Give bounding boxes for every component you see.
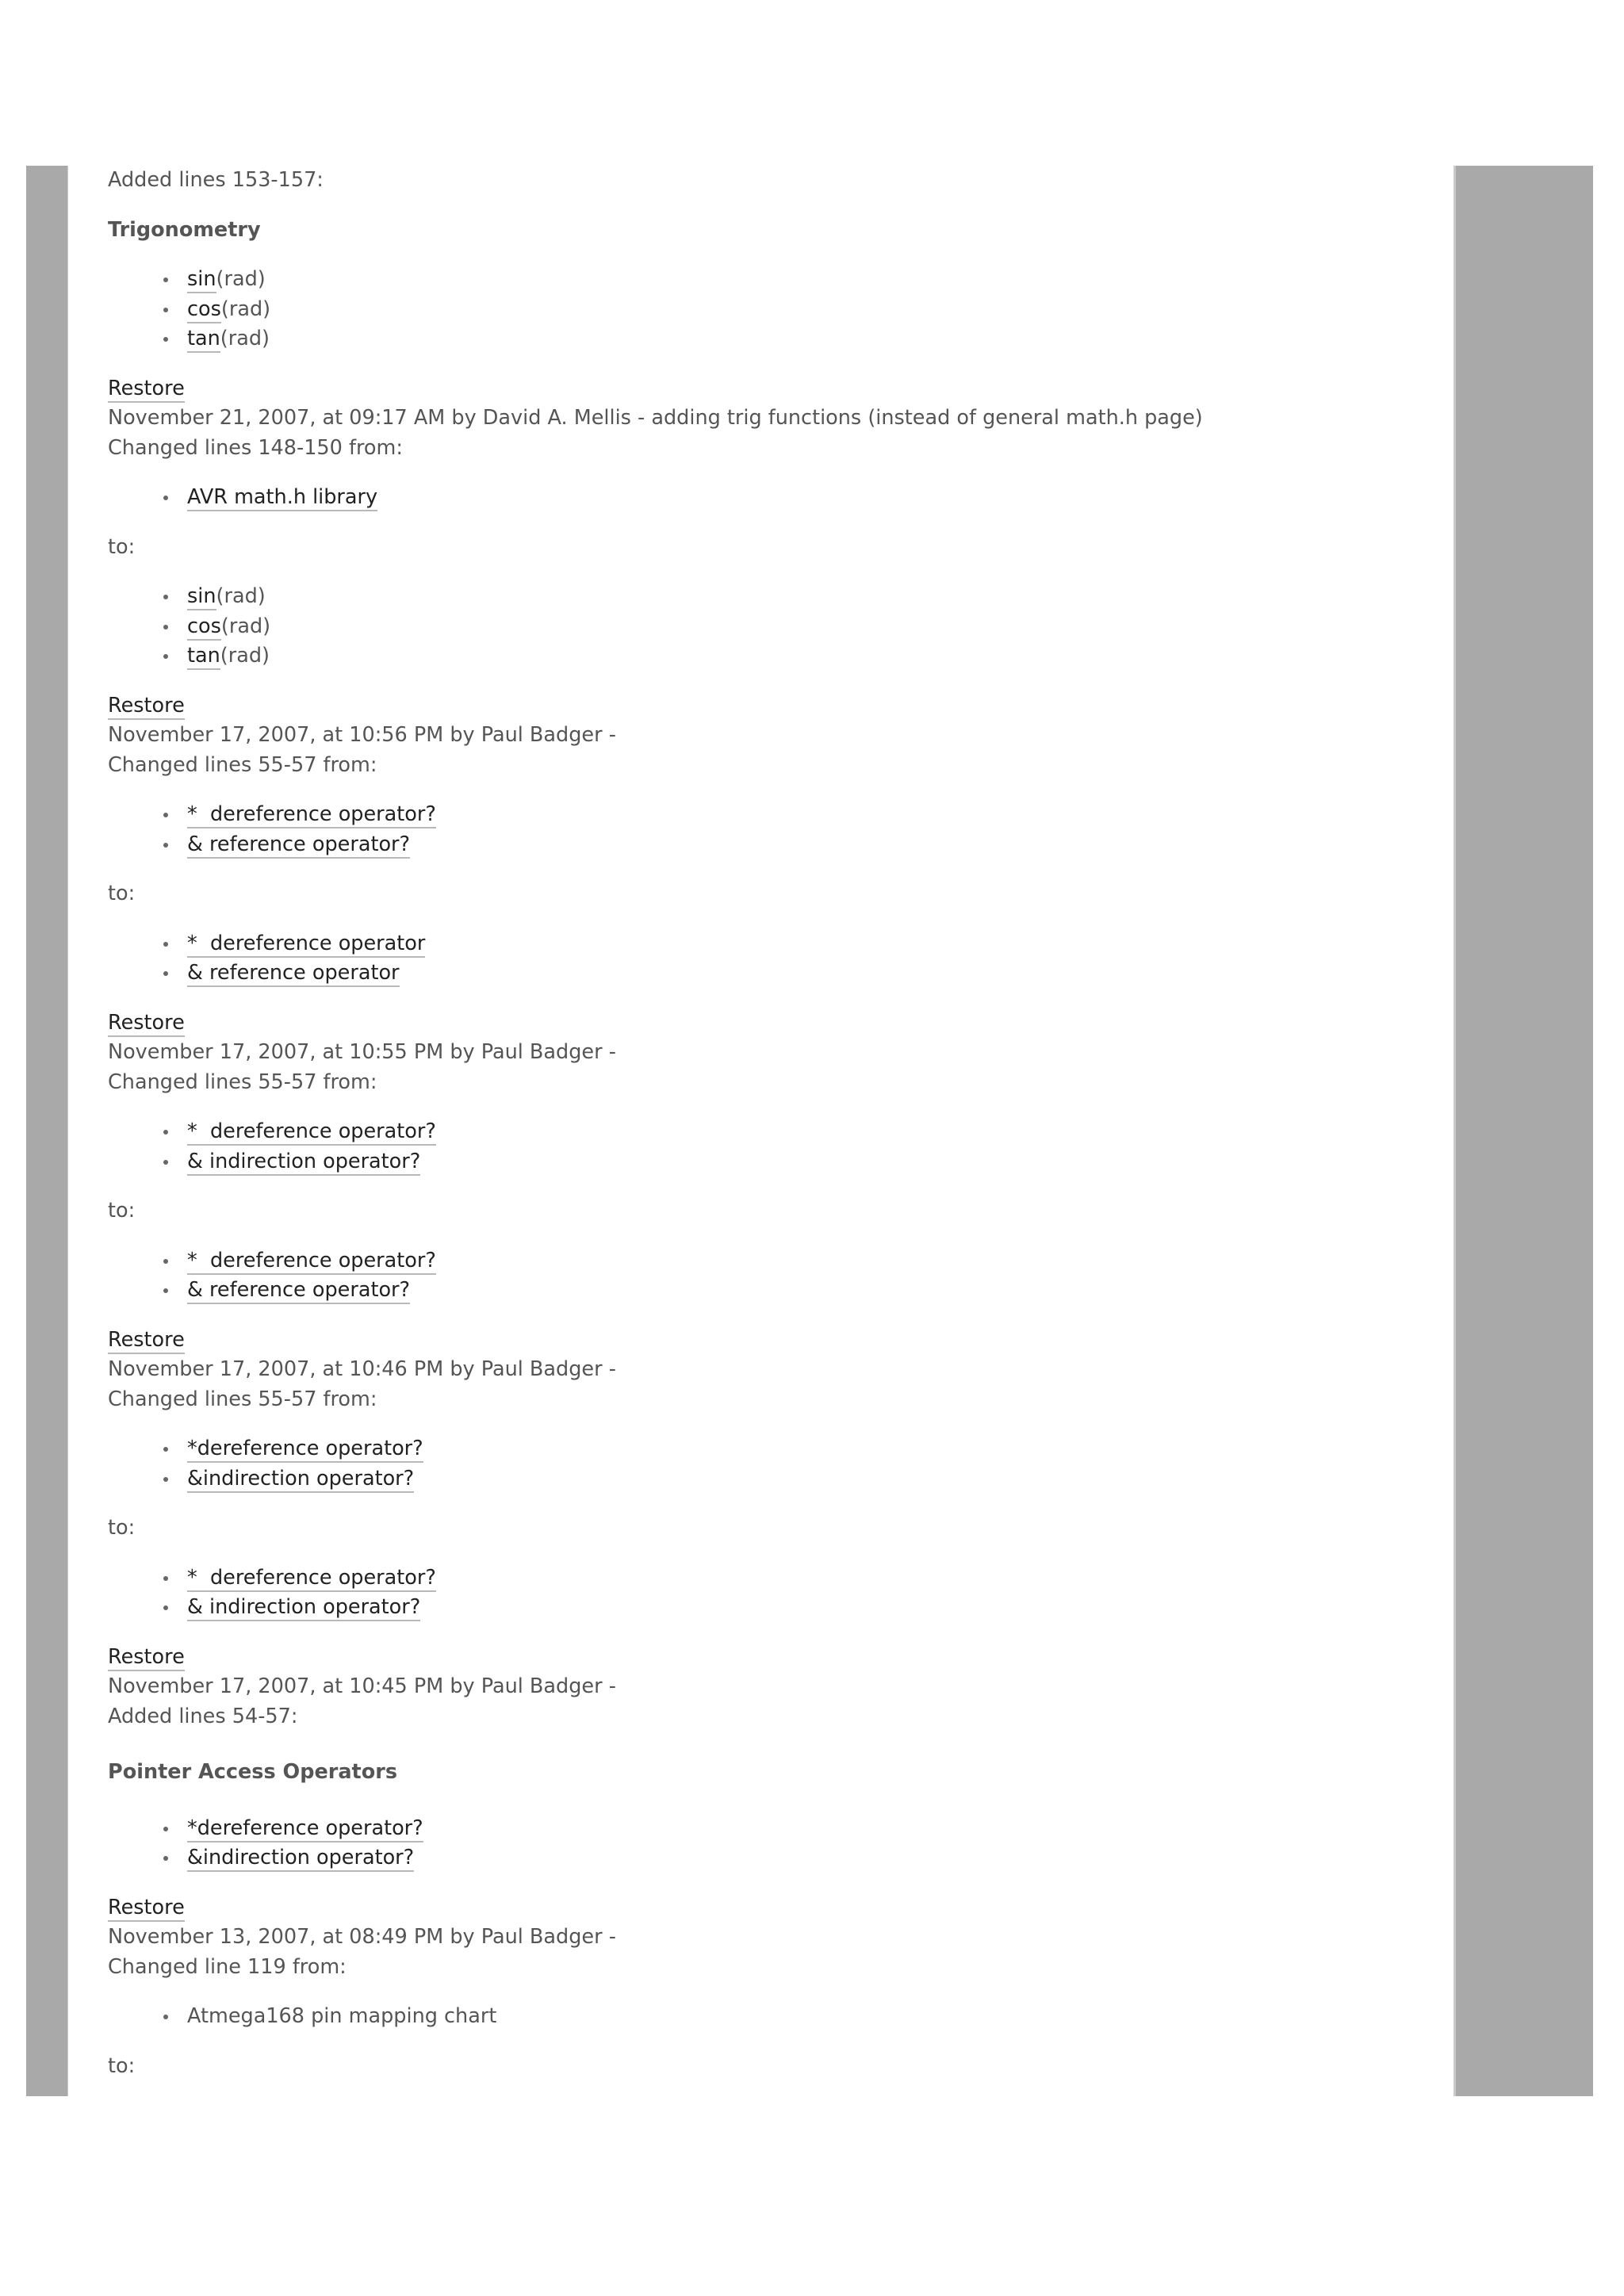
list-item bbox=[187, 265, 1440, 295]
link-suffix: (rad) bbox=[216, 584, 266, 608]
list-item bbox=[187, 612, 1440, 642]
from-list bbox=[108, 483, 1440, 513]
change-summary: Changed line 119 from: bbox=[108, 1954, 347, 1979]
from-list bbox=[108, 1434, 1440, 1494]
to-list bbox=[108, 1246, 1440, 1306]
link-suffix: (rad) bbox=[220, 327, 270, 350]
to-list bbox=[108, 582, 1440, 672]
from-list bbox=[108, 2002, 1440, 2032]
revision-meta: November 17, 2007, at 10:56 PM by Paul Badger - bbox=[108, 723, 616, 747]
left-sidebar-bar bbox=[26, 166, 68, 2096]
list-item bbox=[187, 1593, 1440, 1623]
list-item bbox=[187, 641, 1440, 672]
wiki-link[interactable]: & indirection operator? bbox=[187, 1595, 420, 1621]
list-item bbox=[187, 295, 1440, 325]
revision-meta: November 17, 2007, at 10:45 PM by Paul Badger - bbox=[108, 1674, 616, 1698]
restore-link[interactable]: Restore bbox=[108, 1011, 185, 1037]
wiki-link[interactable]: * dereference operator? bbox=[187, 802, 436, 828]
list-item bbox=[187, 1464, 1440, 1494]
to-list bbox=[108, 1563, 1440, 1623]
link-suffix: (rad) bbox=[220, 644, 270, 668]
right-sidebar-bar bbox=[1454, 166, 1593, 2096]
wiki-link[interactable]: &indirection operator? bbox=[187, 1467, 414, 1493]
wiki-link[interactable]: cos bbox=[187, 297, 221, 323]
list-item bbox=[187, 582, 1440, 612]
restore-link[interactable]: Restore bbox=[108, 377, 185, 403]
added-list bbox=[108, 1814, 1440, 1873]
change-summary: Changed lines 148-150 from: bbox=[108, 435, 403, 460]
list-item bbox=[187, 1117, 1440, 1147]
to-list bbox=[108, 929, 1440, 989]
to-label: to: bbox=[108, 534, 136, 559]
revision-meta: November 21, 2007, at 09:17 AM by David A. Mellis - adding trig functions (instead of general math.h page) bbox=[108, 406, 1203, 430]
list-text: Atmega168 pin mapping chart bbox=[187, 2004, 497, 2028]
to-label: to: bbox=[108, 1516, 136, 1540]
wiki-link[interactable]: *dereference operator? bbox=[187, 1816, 423, 1843]
list-item bbox=[187, 1147, 1440, 1177]
restore-link[interactable]: Restore bbox=[108, 1896, 185, 1922]
list-item bbox=[187, 1434, 1440, 1464]
link-suffix: (rad) bbox=[216, 267, 266, 291]
wiki-link[interactable]: & indirection operator? bbox=[187, 1150, 420, 1176]
wiki-link[interactable]: & reference operator? bbox=[187, 832, 410, 859]
restore-link[interactable]: Restore bbox=[108, 694, 185, 720]
wiki-link[interactable]: &indirection operator? bbox=[187, 1846, 414, 1872]
list-item bbox=[187, 1563, 1440, 1594]
list-item bbox=[187, 1246, 1440, 1276]
restore-link[interactable]: Restore bbox=[108, 1328, 185, 1354]
restore-link[interactable]: Restore bbox=[108, 1645, 185, 1671]
wiki-link[interactable]: *dereference operator? bbox=[187, 1437, 423, 1463]
function-list bbox=[108, 265, 1440, 354]
change-summary: Added lines 54-57: bbox=[108, 1704, 298, 1728]
link-suffix: (rad) bbox=[220, 297, 271, 321]
wiki-link[interactable]: cos bbox=[187, 614, 221, 641]
to-label: to: bbox=[108, 1199, 136, 1223]
change-summary: Changed lines 55-57 from: bbox=[108, 752, 377, 777]
wiki-link[interactable]: * dereference operator? bbox=[187, 1566, 436, 1592]
list-item bbox=[187, 1814, 1440, 1844]
wiki-link[interactable]: * dereference operator? bbox=[187, 1249, 436, 1275]
change-summary: Changed lines 55-57 from: bbox=[108, 1070, 377, 1094]
revision-meta: November 17, 2007, at 10:46 PM by Paul Badger - bbox=[108, 1357, 616, 1381]
wiki-link[interactable]: & reference operator bbox=[187, 961, 400, 987]
from-list bbox=[108, 1117, 1440, 1177]
revision-meta: November 13, 2007, at 08:49 PM by Paul Badger - bbox=[108, 1925, 616, 1949]
wiki-link[interactable]: * dereference operator bbox=[187, 932, 425, 958]
change-summary: Changed lines 55-57 from: bbox=[108, 1387, 377, 1411]
list-item bbox=[187, 959, 1440, 989]
wiki-link[interactable]: * dereference operator? bbox=[187, 1119, 436, 1146]
list-item bbox=[187, 800, 1440, 830]
wiki-link[interactable]: & reference operator? bbox=[187, 1278, 410, 1304]
section-heading: Pointer Access Operators bbox=[108, 1760, 398, 1784]
wiki-link[interactable]: AVR math.h library bbox=[187, 485, 377, 511]
list-item bbox=[187, 1843, 1440, 1873]
page-history-content bbox=[108, 166, 1440, 2081]
wiki-link[interactable]: tan bbox=[187, 327, 220, 353]
wiki-link[interactable]: tan bbox=[187, 644, 220, 670]
to-label: to: bbox=[108, 882, 136, 905]
section-heading: Trigonometry bbox=[108, 217, 261, 242]
wiki-link[interactable]: sin bbox=[187, 584, 216, 610]
list-item bbox=[187, 1276, 1440, 1306]
to-label: to: bbox=[108, 2053, 136, 2078]
change-summary: Added lines 153-157: bbox=[108, 168, 324, 192]
link-suffix: (rad) bbox=[220, 614, 271, 638]
list-item bbox=[187, 324, 1440, 354]
list-item bbox=[187, 929, 1440, 959]
wiki-link[interactable]: sin bbox=[187, 267, 216, 293]
revision-meta: November 17, 2007, at 10:55 PM by Paul Badger - bbox=[108, 1040, 616, 1064]
list-item bbox=[187, 830, 1440, 860]
from-list bbox=[108, 800, 1440, 859]
list-item bbox=[187, 2002, 1440, 2032]
list-item bbox=[187, 483, 1440, 513]
